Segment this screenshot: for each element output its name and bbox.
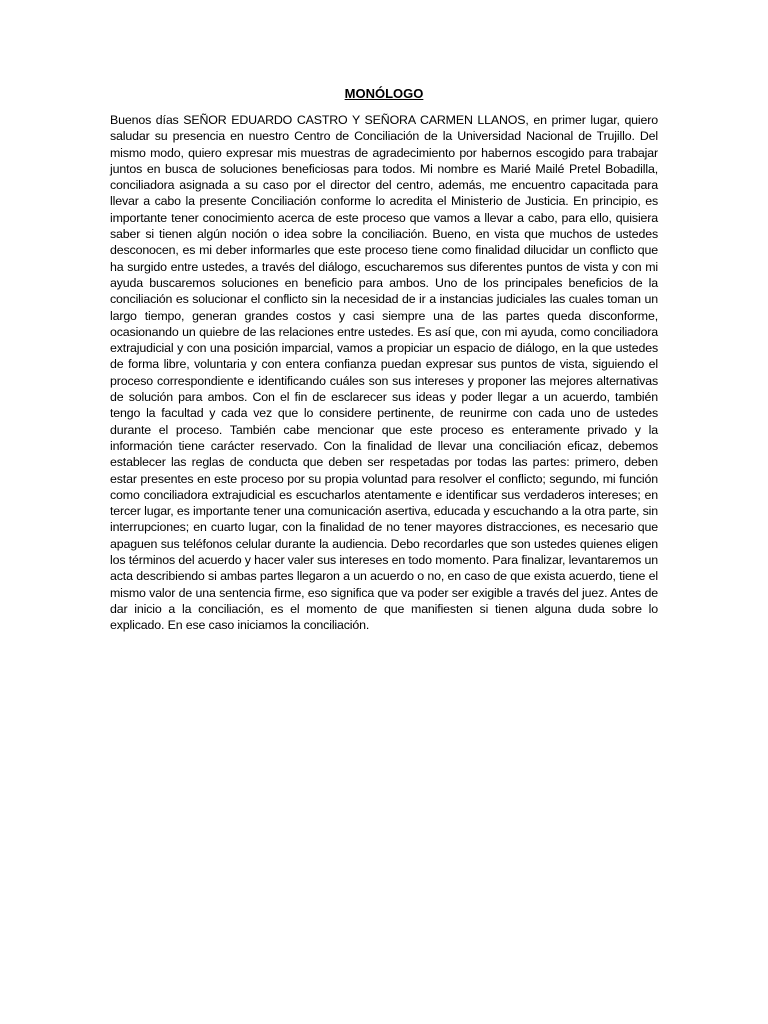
document-body-paragraph: Buenos días SEÑOR EDUARDO CASTRO Y SEÑORA CARMEN LLANOS, en primer lugar, quiero saludar su presencia en nuestro Centro de Conciliación de la Universidad Nacional de Trujillo. Del mismo modo, quiero expresar mis muestras de agradecimiento por habernos escogido para trabajar juntos en busca de soluciones beneficiosas para todos. Mi nombre es Marié Mailé Pretel Bobadilla, conciliadora asignada a su caso por el director del centro, además, me encuentro capacitada para llevar a cabo la presente Conciliación conforme lo acredita el Ministerio de Justicia. En principio, es importante tener conocimiento acerca de este proceso que vamos a llevar a cabo, para ello, quisiera saber si tienen algún noción o idea sobre la conciliación. Bueno, en vista que muchos de ustedes desconocen, es mi deber informarles que este proceso tiene como finalidad dilucidar un conflicto que ha surgido entre ustedes, a través del diálogo, escucharemos sus diferentes puntos de vista y con mi ayuda buscaremos soluciones en beneficio para ambos. Uno de los principales beneficios de la conciliación es solucionar el conflicto sin la necesidad de ir a instancias judiciales las cuales toman un largo tiempo, generan grandes costos y casi siempre una de las partes queda disconforme, ocasionando un quiebre de las relaciones entre ustedes. Es así que, con mi ayuda, como conciliadora extrajudicial y con una posición imparcial, vamos a propiciar un espacio de diálogo, en la que ustedes de forma libre, voluntaria y con entera confianza puedan expresar sus puntos de vista, siguiendo el proceso correspondiente e identificando cuáles son sus intereses y proponer las mejores alternativas de solución para ambos. Con el fin de esclarecer sus ideas y poder llegar a un acuerdo, también tengo la facultad y cada vez que lo considere pertinente, de reunirme con cada uno de ustedes durante el proceso. También cabe mencionar que este proceso es enteramente privado y la información tiene carácter reservado. Con la finalidad de llevar una conciliación eficaz, debemos establecer las reglas de conducta que deben ser respetadas por todas las partes: primero, deben estar presentes en este proceso por su propia voluntad para resolver el conflicto; segundo, mi función como conciliadora extrajudicial es escucharlos atentamente e identificar sus verdaderos intereses; en tercer lugar, es importante tener una comunicación asertiva, educada y escuchando a la otra parte, sin interrupciones; en cuarto lugar, con la finalidad de no tener mayores distracciones, es necesario que apaguen sus teléfonos celular durante la audiencia. Debo recordarles que son ustedes quienes eligen los términos del acuerdo y hacer valer sus intereses en todo momento. Para finalizar, levantaremos un acta describiendo si ambas partes llegaron a un acuerdo o no, en caso de que exista acuerdo, tiene el mismo valor de una sentencia firme, eso significa que va poder ser exigible a través del juez. Antes de dar inicio a la conciliación, es el momento de que manifiesten si tienen alguna duda sobre lo explicado. En ese caso iniciamos la conciliación. <box>110 113 658 633</box>
document-title: MONÓLOGO <box>344 86 424 101</box>
